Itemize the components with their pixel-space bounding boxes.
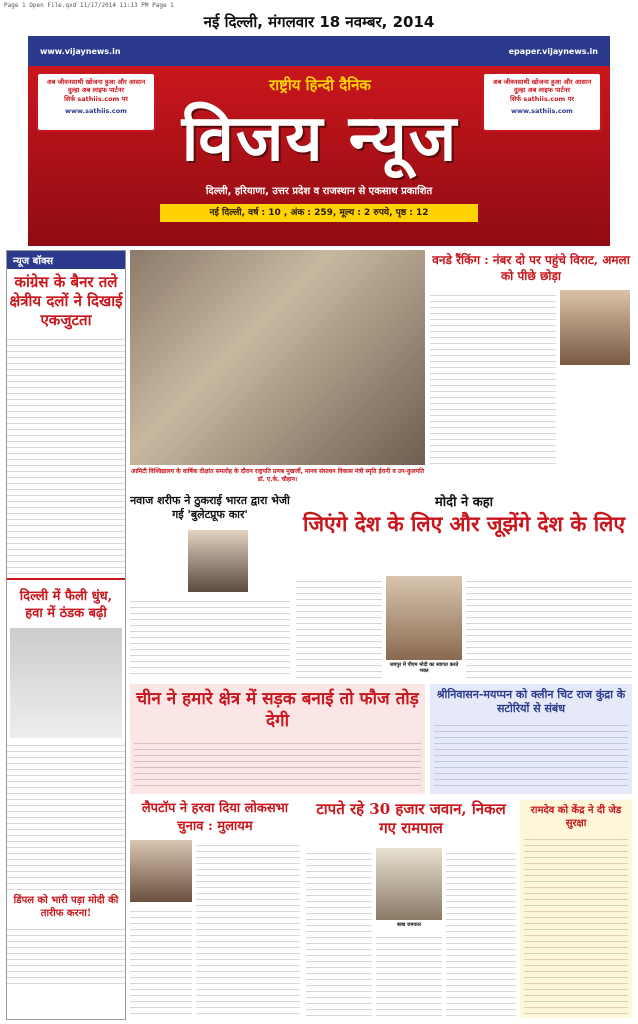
modi-body-1 <box>296 576 382 678</box>
modi-headline: जिएंगे देश के लिए और जूझेंगे देश के लिए <box>303 511 625 536</box>
fog-photo <box>10 628 122 738</box>
newspaper-logo: विजय न्यूज <box>181 101 459 176</box>
convocation-photo <box>130 250 425 465</box>
newsbox-headline-1: कांग्रेस के बैनर तले क्षेत्रीय दलों ने दिखाई एकजुटता <box>9 273 123 329</box>
modi-photo <box>386 576 462 660</box>
ad-right-line2: दुल्हा अब लाइफ पार्टनर <box>513 86 571 95</box>
china-headline: चीन ने हमारे क्षेत्र में सड़क बनाई तो फौज तोड़ देगी <box>136 689 419 731</box>
website-link[interactable]: www.vijaynews.in <box>40 46 121 56</box>
laptop-body-1 <box>196 840 300 1018</box>
srinivasan-headline: श्रीनिवासन-मयप्पन को क्लीन चिट राज कुंद्रा के सटोरियों से संबंध <box>436 688 626 715</box>
ad-left-line3: सिर्फ sathiis.com पर <box>64 94 128 103</box>
ramdev-headline: रामदेव को केंद्र ने दी जेड सुरक्षा <box>530 805 622 829</box>
laptop-headline: लैपटॉप ने हरवा दिया लोकसभा चुनाव : मुलायम <box>141 801 289 834</box>
masthead-tagline: राष्ट्रीय हिन्दी दैनिक <box>269 76 371 94</box>
epaper-link[interactable]: epaper.vijaynews.in <box>508 46 598 56</box>
odi-body <box>430 290 556 465</box>
odi-headline: वनडे रैंकिंग : नंबर दो पर पहुंचे विराट, अमला को पीछे छोड़ा <box>432 253 630 283</box>
newsbox-headline-2: दिल्ली में फैली धुंध, हवा में ठंडक बढ़ी <box>19 589 113 621</box>
srinivasan-body <box>434 720 628 790</box>
news-box <box>6 250 126 1020</box>
news-box-tag: न्यूज बॉक्स <box>7 251 125 269</box>
newsbox-body-3 <box>7 924 125 984</box>
laptop-body-2 <box>130 906 192 1018</box>
main-photo-caption: आमिटी विश्विद्यालय के वार्षिक दीक्षांत समारोह के दौरान राष्ट्रपति प्रणब मुखर्जी, मानव संसाधन विकास मंत्री स्मृति ईरानी व उप-कुलपति डॉ. ए.के. चौहान। <box>130 468 425 483</box>
ad-right-line1: अब जीवनसाथी खोजना हुआ और आसान <box>492 78 592 86</box>
modi-caption: जयपुर में पीएम मोदी का स्वागत करते भक्त <box>389 662 459 674</box>
ramdev-body <box>524 834 628 1014</box>
ad-left-line2: दुल्हा अब लाइफ पार्टनर <box>67 86 125 95</box>
ad-left-line1: अब जीवनसाथी खोजना हुआ और आसान <box>46 78 146 86</box>
nawaz-headline: नवाज शरीफ ने ठुकराई भारत द्वारा भेजी गई 'बुलेटप्रूफ कार' <box>130 494 290 521</box>
divider <box>7 578 125 580</box>
ad-right-site: www.sathiis.com <box>511 107 573 116</box>
ad-right-line3: सिर्फ sathiis.com पर <box>510 94 574 103</box>
rampal-caption: बाबा रामपाल <box>397 922 421 928</box>
nawaz-body <box>130 596 290 678</box>
newsbox-body-1 <box>7 334 125 574</box>
issue-info: नई दिल्ली, वर्ष : 10 , अंक : 259, मूल्य : 2 रुपये, पृष्ठ : 12 <box>160 204 478 222</box>
dateline: नई दिल्ली, मंगलवार 18 नवम्बर, 2014 <box>203 13 435 31</box>
nawaz-photo <box>188 530 248 592</box>
url-bar <box>28 36 610 66</box>
rampal-body-2 <box>376 932 442 1018</box>
rampal-headline: टापते रहे 30 हजार जवान, निकल गए रामपाल <box>316 800 506 837</box>
newsbox-body-2 <box>7 740 125 890</box>
ad-left-site: www.sathiis.com <box>65 107 127 116</box>
rampal-photo <box>376 848 442 920</box>
masthead-subline: दिल्ली, हरियाणा, उत्तर प्रदेश व राजस्थान से एकसाथ प्रकाशित <box>205 186 433 197</box>
newsbox-headline-3: डिंपल को भारी पड़ा मोदी की तारीफ करना! <box>13 895 119 919</box>
rampal-body-1 <box>306 848 372 1018</box>
rampal-body-3 <box>446 848 516 1018</box>
china-body <box>134 738 421 790</box>
print-strip: Page 1 Open File.qxd 11/17/2014 11:13 PM Page 1 <box>4 2 174 9</box>
modi-body-2 <box>466 576 632 678</box>
modi-kicker: मोदी ने कहा <box>435 495 493 510</box>
kohli-photo <box>560 290 630 365</box>
mulayam-photo <box>130 840 192 902</box>
